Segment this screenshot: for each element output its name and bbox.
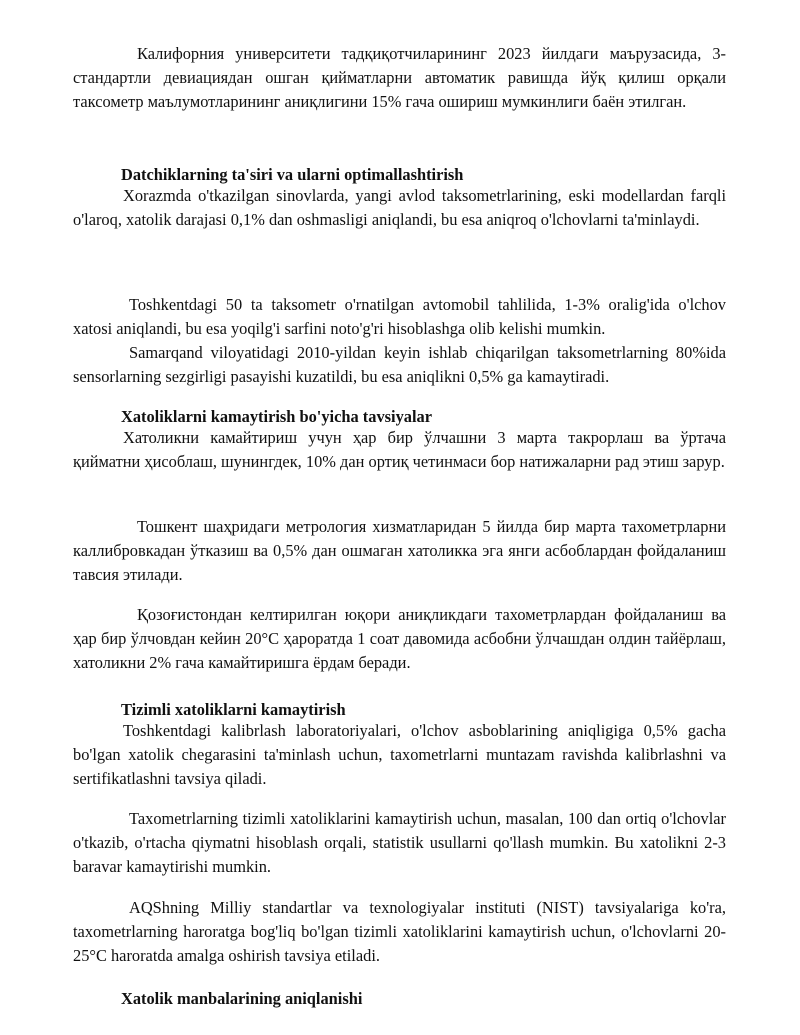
paragraph: Samarqand viloyatidagi 2010-yildan keyin ishlab chiqarilgan taksometrlarning 80%ida sensorlarning sezgirligi pasayishi kuzatildi, bu esa aniqlikni 0,5% ga kamaytiradi. [73, 343, 726, 386]
section-heading: Datchiklarning ta'siri va ularni optimallashtirish [121, 165, 464, 184]
paragraph: AQShning Milliy standartlar va texnologiyalar instituti (NIST) tavsiyalariga ko'ra, taxometrlarning haroratga bog'liq bo'lgan tizimli xatoliklarini kamaytirish uchun, o'lchovlarni 20-25°C haroratda amalga oshirish tavsiya etiladi. [73, 898, 726, 965]
section-heading: Xatolik manbalarining aniqlanishi [121, 989, 363, 1008]
paragraph-4-block [73, 341, 726, 389]
paragraph-1-block [73, 42, 726, 114]
paragraph: Toshkentdagi kalibrlash laboratoriyalari, o'lchov asboblarining aniqligiga 0,5% gacha bo'lgan xatolik chegarasini ta'minlash uchun, taxometrlarni muntazam ravishda kalibrlashni va sertifikatlashni tavsiya qiladi. [73, 721, 726, 788]
paragraph: Қозоғистондан келтирилган юқори аниқликдаги тахометрлардан фойдаланиш ва ҳар бир ўлчовдан кейин 20°C ҳароратда 1 соат давомида асбобни ўлчашдан олдин тайёрлаш, хатоликни 2% гача камайтиришга ёрдам беради. [73, 605, 726, 672]
paragraph: Калифорния университети тадқиқотчиларининг 2023 йилдаги маърузасида, 3-стандартли девиациядан ошган қийматларни автоматик равишда йўқ қилиш орқали таксометр маълумотларининг аниқлигини 15% гача ошириш мумкинлиги баён этилган. [73, 44, 726, 111]
paragraph: Хатоликни камайтириш учун ҳар бир ўлчашни 3 марта такрорлаш ва ўртача қийматни ҳисоблаш, шунингдек, 10% дан ортиқ четинмаси бор натижаларни рад этиш зарур. [73, 428, 726, 471]
paragraph-2-block [73, 184, 726, 232]
paragraph-8-block [73, 719, 726, 791]
paragraph: Тошкент шаҳридаги метрология хизматларидан 5 йилда бир марта тахометрларни каллибровкадан ўтказиш ва 0,5% дан ошмаган хатоликка эга янги асбоблардан фойдаланиш тавсия этилади. [73, 517, 726, 584]
paragraph-3-block [73, 293, 726, 341]
paragraph-9-block [73, 807, 726, 879]
paragraph-10-block [73, 896, 726, 968]
paragraph-5-block [73, 426, 726, 474]
paragraph: Xorazmda o'tkazilgan sinovlarda, yangi avlod taksometrlarining, eski modellardan farqli o'laroq, xatolik darajasi 0,1% dan oshmasligi aniqlandi, bu esa aniqroq o'lchovlarni ta'minlaydi. [73, 186, 726, 229]
section-heading: Tizimli xatoliklarni kamaytirish [121, 700, 346, 719]
paragraph: Toshkentdagi 50 ta taksometr o'rnatilgan avtomobil tahlilida, 1-3% oralig'ida o'lchov xatosi aniqlandi, bu esa yoqilg'i sarfini noto'g'ri hisoblashga olib kelishi mumkin. [73, 295, 726, 338]
section-heading: Xatoliklarni kamaytirish bo'yicha tavsiyalar [121, 407, 432, 426]
paragraph: Taxometrlarning tizimli xatoliklarini kamaytirish uchun, masalan, 100 dan ortiq o'lchovlar o'tkazib, o'rtacha qiymatni hisoblash orqali, statistik usullarni qo'llash mumkin. Bu xatolikni 2-3 baravar kamaytirishi mumkin. [73, 809, 726, 876]
paragraph-6-block [73, 515, 726, 587]
paragraph-7-block [73, 603, 726, 675]
